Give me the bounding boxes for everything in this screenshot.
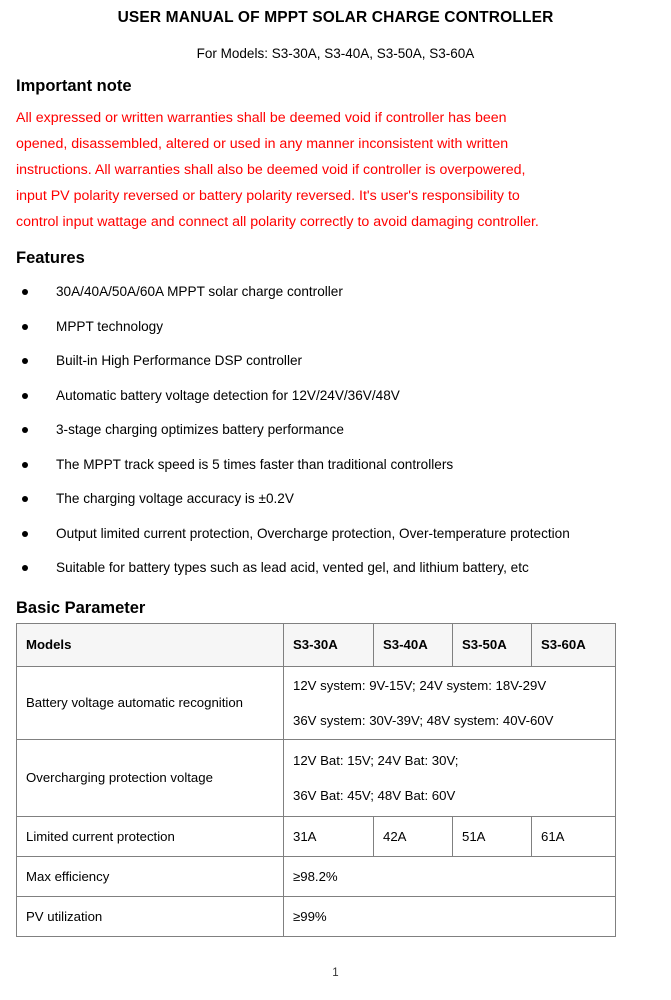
row-value-line-2: 36V Bat: 45V; 48V Bat: 60V bbox=[293, 787, 456, 803]
list-item bbox=[16, 448, 655, 483]
list-item bbox=[16, 379, 655, 414]
list-item-label: 30A/40A/50A/60A MPPT solar charge controller bbox=[56, 284, 343, 299]
list-item bbox=[16, 517, 655, 552]
list-item-label: The MPPT track speed is 5 times faster than traditional controllers bbox=[56, 456, 454, 472]
warning-line: opened, disassembled, altered or used in any manner inconsistent with written bbox=[16, 136, 509, 152]
row-value-s3-60a: 61A bbox=[532, 816, 616, 856]
row-value-line-1: 12V system: 9V-15V; 24V system: 18V-29V bbox=[293, 677, 547, 693]
bullet-icon bbox=[22, 531, 28, 537]
page-title: USER MANUAL OF MPPT SOLAR CHARGE CONTROLLER bbox=[117, 9, 554, 26]
row-value bbox=[284, 666, 616, 739]
list-item bbox=[16, 310, 655, 345]
list-item bbox=[16, 413, 655, 448]
bullet-icon bbox=[22, 565, 28, 571]
warning-line: control input wattage and connect all polarity correctly to avoid damaging controller. bbox=[16, 214, 539, 230]
row-label: Overcharging protection voltage bbox=[17, 739, 284, 816]
table-header-row bbox=[17, 623, 616, 666]
features-list bbox=[16, 269, 655, 586]
row-label: PV utilization bbox=[17, 896, 284, 936]
list-item-label: Suitable for battery types such as lead acid, vented gel, and lithium battery, etc bbox=[56, 560, 529, 575]
bullet-icon bbox=[22, 496, 28, 502]
column-header-models: Models bbox=[17, 623, 284, 666]
bullet-icon bbox=[22, 393, 28, 399]
table-row bbox=[17, 856, 616, 896]
bullet-icon bbox=[22, 427, 28, 433]
basic-parameter-heading: Basic Parameter bbox=[16, 598, 146, 617]
bullet-icon bbox=[22, 289, 28, 295]
list-item bbox=[16, 344, 655, 379]
row-label: Limited current protection bbox=[17, 816, 284, 856]
column-header-s3-40a: S3-40A bbox=[374, 623, 453, 666]
row-value-line-2: 36V system: 30V-39V; 48V system: 40V-60V bbox=[293, 712, 554, 728]
list-item-label: 3-stage charging optimizes battery performance bbox=[56, 422, 344, 437]
list-item-label: The charging voltage accuracy is ±0.2V bbox=[56, 491, 294, 506]
row-value: ≥98.2% bbox=[284, 856, 616, 896]
table-row bbox=[17, 896, 616, 936]
warning-line: input PV polarity reversed or battery polarity reversed. It's user's responsibility to bbox=[16, 188, 520, 204]
row-label: Battery voltage automatic recognition bbox=[17, 666, 284, 739]
table-row bbox=[17, 739, 616, 816]
row-label: Max efficiency bbox=[17, 856, 284, 896]
list-item-label: MPPT technology bbox=[56, 318, 164, 334]
basic-parameter-table bbox=[16, 623, 616, 937]
list-item bbox=[16, 275, 655, 310]
list-item-label: Automatic battery voltage detection for 12V/24V/36V/48V bbox=[56, 387, 400, 403]
important-note-heading: Important note bbox=[16, 77, 132, 95]
list-item-label: Built-in High Performance DSP controller bbox=[56, 353, 303, 368]
list-item-label: Output limited current protection, Overcharge protection, Over-temperature protection bbox=[56, 525, 570, 541]
row-value-s3-40a: 42A bbox=[374, 816, 453, 856]
important-note-body bbox=[16, 97, 655, 235]
bullet-icon bbox=[22, 324, 28, 330]
column-header-s3-30a: S3-30A bbox=[284, 623, 374, 666]
row-value bbox=[284, 739, 616, 816]
table-row bbox=[17, 816, 616, 856]
features-heading: Features bbox=[16, 249, 85, 267]
row-value-line-1: 12V Bat: 15V; 24V Bat: 30V; bbox=[293, 752, 459, 768]
warning-line: instructions. All warranties shall also be deemed void if controller is overpowered, bbox=[16, 162, 526, 178]
list-item bbox=[16, 551, 655, 586]
column-header-s3-50a: S3-50A bbox=[453, 623, 532, 666]
document-subtitle: For Models: S3-30A, S3-40A, S3-50A, S3-60A bbox=[196, 46, 475, 61]
table-row bbox=[17, 666, 616, 739]
page-number: 1 bbox=[332, 967, 339, 979]
row-value-s3-30a: 31A bbox=[284, 816, 374, 856]
row-value: ≥99% bbox=[284, 896, 616, 936]
bullet-icon bbox=[22, 462, 28, 468]
column-header-s3-60a: S3-60A bbox=[532, 623, 616, 666]
row-value-s3-50a: 51A bbox=[453, 816, 532, 856]
bullet-icon bbox=[22, 358, 28, 364]
warning-line: All expressed or written warranties shall be deemed void if controller has been bbox=[16, 110, 507, 126]
list-item bbox=[16, 482, 655, 517]
